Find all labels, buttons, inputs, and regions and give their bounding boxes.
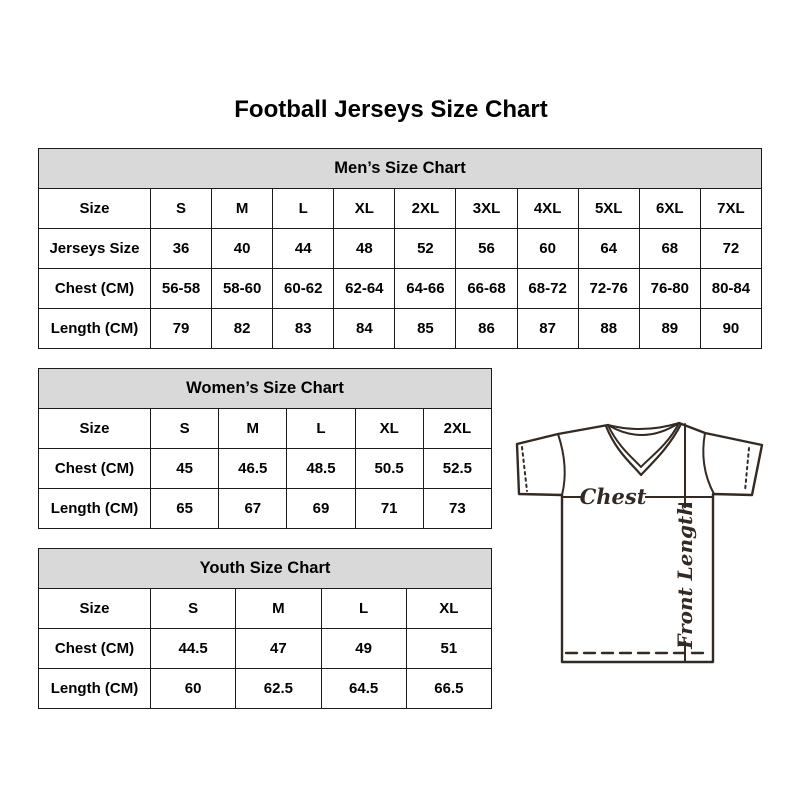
cell: 71 <box>355 489 423 529</box>
cell: 64.5 <box>321 669 406 709</box>
cell: 87 <box>517 309 578 349</box>
table-row <box>39 409 492 449</box>
table-row <box>39 309 762 349</box>
page-title: Football Jerseys Size Chart <box>234 96 548 123</box>
cell: 84 <box>334 309 395 349</box>
jersey-outline <box>517 423 762 662</box>
jersey-measurement-diagram <box>500 408 780 670</box>
table-header-row <box>39 149 762 189</box>
cell: 4XL <box>517 189 578 229</box>
youth-size-table <box>38 548 492 709</box>
chest-label: Chest <box>579 484 647 509</box>
cell: 60-62 <box>273 269 334 309</box>
cell: 44 <box>273 229 334 269</box>
cell: L <box>273 189 334 229</box>
womens-table-title: Women’s Size Chart <box>39 369 492 409</box>
womens-size-table <box>38 368 492 529</box>
row-label: Size <box>39 409 151 449</box>
table-row <box>39 629 492 669</box>
table-row <box>39 189 762 229</box>
row-label: Size <box>39 589 151 629</box>
cell: 52 <box>395 229 456 269</box>
cell: L <box>287 409 355 449</box>
cell: 67 <box>219 489 287 529</box>
cell: 72 <box>700 229 761 269</box>
cell: 6XL <box>639 189 700 229</box>
table-row <box>39 449 492 489</box>
cell: 48 <box>334 229 395 269</box>
cell: 44.5 <box>151 629 236 669</box>
cell: 50.5 <box>355 449 423 489</box>
table-header-row <box>39 369 492 409</box>
table-row <box>39 669 492 709</box>
row-label: Chest (CM) <box>39 449 151 489</box>
cell: 90 <box>700 309 761 349</box>
cell: 88 <box>578 309 639 349</box>
row-label: Size <box>39 189 151 229</box>
cell: 45 <box>151 449 219 489</box>
cell: 64-66 <box>395 269 456 309</box>
cell: 51 <box>406 629 491 669</box>
table-row <box>39 269 762 309</box>
cell: 73 <box>423 489 491 529</box>
cell: 66.5 <box>406 669 491 709</box>
row-label: Chest (CM) <box>39 269 151 309</box>
cell: 47 <box>236 629 321 669</box>
cell: L <box>321 589 406 629</box>
table-row <box>39 229 762 269</box>
cell: 58-60 <box>212 269 273 309</box>
row-label: Length (CM) <box>39 669 151 709</box>
jersey-diagram-svg <box>500 408 780 670</box>
cell: 80-84 <box>700 269 761 309</box>
cell: 65 <box>151 489 219 529</box>
cell: S <box>151 409 219 449</box>
cell: XL <box>406 589 491 629</box>
cell: 69 <box>287 489 355 529</box>
cell: S <box>151 589 236 629</box>
cell: 3XL <box>456 189 517 229</box>
cell: XL <box>334 189 395 229</box>
cell: 72-76 <box>578 269 639 309</box>
cell: 83 <box>273 309 334 349</box>
cell: 60 <box>517 229 578 269</box>
cell: 66-68 <box>456 269 517 309</box>
cell: 68 <box>639 229 700 269</box>
cell: 36 <box>151 229 212 269</box>
cell: 62-64 <box>334 269 395 309</box>
cell: 7XL <box>700 189 761 229</box>
cell: 82 <box>212 309 273 349</box>
cell: 52.5 <box>423 449 491 489</box>
cell: 49 <box>321 629 406 669</box>
table-header-row <box>39 549 492 589</box>
cell: 62.5 <box>236 669 321 709</box>
cell: S <box>151 189 212 229</box>
cell: M <box>212 189 273 229</box>
cell: 56-58 <box>151 269 212 309</box>
front-length-label: Front Length <box>673 501 697 649</box>
row-label: Chest (CM) <box>39 629 151 669</box>
cell: 46.5 <box>219 449 287 489</box>
cell: 86 <box>456 309 517 349</box>
cell: 48.5 <box>287 449 355 489</box>
mens-size-table <box>38 148 762 349</box>
cell: 85 <box>395 309 456 349</box>
collar-v-outer <box>606 424 681 475</box>
cell: 40 <box>212 229 273 269</box>
right-sleeve-seam <box>703 433 714 494</box>
row-label: Length (CM) <box>39 489 151 529</box>
row-label: Length (CM) <box>39 309 151 349</box>
cell: 56 <box>456 229 517 269</box>
youth-table-title: Youth Size Chart <box>39 549 492 589</box>
cell: 64 <box>578 229 639 269</box>
table-row <box>39 589 492 629</box>
row-label: Jerseys Size <box>39 229 151 269</box>
cell: M <box>236 589 321 629</box>
cell: 2XL <box>395 189 456 229</box>
left-cuff-stitch-line <box>522 447 527 491</box>
left-sleeve-seam <box>558 434 565 495</box>
cell: 68-72 <box>517 269 578 309</box>
right-cuff-stitch-line <box>745 448 749 491</box>
cell: 89 <box>639 309 700 349</box>
cell: 5XL <box>578 189 639 229</box>
table-row <box>39 489 492 529</box>
cell: 60 <box>151 669 236 709</box>
cell: M <box>219 409 287 449</box>
cell: XL <box>355 409 423 449</box>
cell: 2XL <box>423 409 491 449</box>
cell: 76-80 <box>639 269 700 309</box>
cell: 79 <box>151 309 212 349</box>
mens-table-title: Men’s Size Chart <box>39 149 762 189</box>
